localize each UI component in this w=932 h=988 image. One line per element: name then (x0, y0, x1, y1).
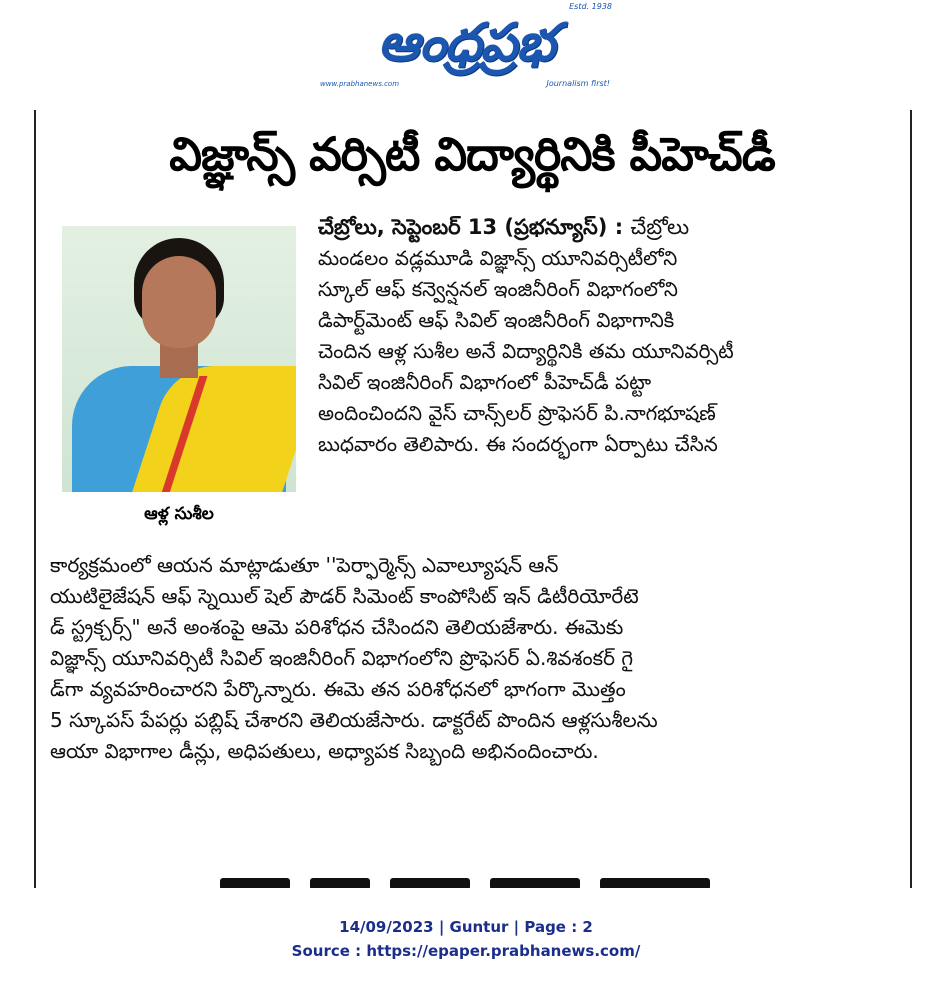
tagline: Journalism first! (546, 79, 610, 88)
article-line: 5 స్కూపస్ పేపర్లు పబ్లిష్ చేశారని తెలియజేసారు. డాక్టరేట్ పొందిన ఆళ్లసుశీలను (50, 708, 658, 732)
article-line: బుధవారం తెలిపారు. ఈ సందర్భంగా ఏర్పాటు చేసిన (318, 432, 718, 456)
article-body-full-width (50, 550, 892, 767)
established-year: Estd. 1938 (569, 2, 612, 11)
logo-text: ఆంధ్రప్రభ (377, 13, 555, 73)
article-line: మండలం వడ్లమూడి విజ్ఞాన్స్ యూనివర్సిటీలోని (318, 246, 678, 270)
article-line: విజ్ఞాన్స్ యూనివర్సిటీ సివిల్ ఇంజినీరింగ్ విభాగంలోని ప్రొఫెసర్ ఏ.శివశంకర్ గై (50, 646, 633, 670)
newspaper-logo (318, 12, 614, 82)
article-line: డిపార్ట్‌మెంట్ ఆఫ్ సివిల్ ఇంజినీరింగ్ విభాగానికి (318, 308, 675, 332)
article-line: సివిల్ ఇంజినీరింగ్ విభాగంలో పీహెచ్‌డీ పట్టా (318, 370, 652, 394)
next-article-cutoff (220, 870, 720, 888)
dateline: చేబ్రోలు, సెప్టెంబర్ 13 (ప్రభన్యూస్) : (318, 215, 631, 239)
article-line: చెందిన ఆళ్ల సుశీల అనే విద్యార్థినికి తమ యూనివర్సిటీ (318, 339, 734, 363)
masthead (318, 2, 614, 88)
article-line: డ్ స్ట్రక్చర్స్" అనే అంశంపై ఆమె పరిశోధన చేసిందని తెలియజేశారు. ఈమెకు (50, 615, 624, 639)
person-photo (62, 226, 296, 492)
article-headline: విజ్ఞాన్స్ వర్సిటీ విద్యార్థినికి పీహెచ్‌డీ (169, 127, 775, 181)
article-body-right-column (318, 212, 892, 460)
article-line: అందించిందని వైస్ చాన్స్‌లర్ ప్రొఫెసర్ పి.నాగభూషణ్ (318, 401, 716, 425)
clipping-footer (0, 915, 932, 963)
article-line: ఆయా విభాగాల డీన్లు, అధిపతులు, అధ్యాపక సిబ్బంది అభినందించారు. (50, 739, 599, 763)
article-line: యుటిలైజేషన్ ఆఫ్ స్నెయిల్ షెల్ పౌడర్ సిమెంట్ కాంపోసిట్ ఇన్ డిటీరియోరేటె (50, 584, 639, 608)
article-line: కార్యక్రమంలో ఆయన మాట్లాడుతూ ''పెర్ఫార్మెన్స్ ఎవాల్యూషన్ ఆన్ (50, 553, 559, 577)
clip-border-right (910, 110, 912, 888)
edition-meta: 14/09/2023 | Guntur | Page : 2 (339, 918, 593, 936)
site-url: www.prabhanews.com (320, 80, 400, 88)
article-line: డ్‌గా వ్యవహరించారని పేర్కొన్నారు. ఈమె తన పరిశోధనలో భాగంగా మొత్తం (50, 677, 626, 701)
source-link[interactable]: Source : https://epaper.prabhanews.com/ (291, 942, 641, 960)
article-line: స్కూల్ ఆఫ్ కన్వెన్షనల్ ఇంజినీరింగ్ విభాగంలోని (318, 277, 678, 301)
article-line: చేబ్రోలు, సెప్టెంబర్ 13 (ప్రభన్యూస్) : చేబ్రోలు (318, 215, 690, 239)
photo-caption: ఆళ్ల సుశీల (144, 504, 214, 524)
clip-border-left (34, 110, 36, 888)
